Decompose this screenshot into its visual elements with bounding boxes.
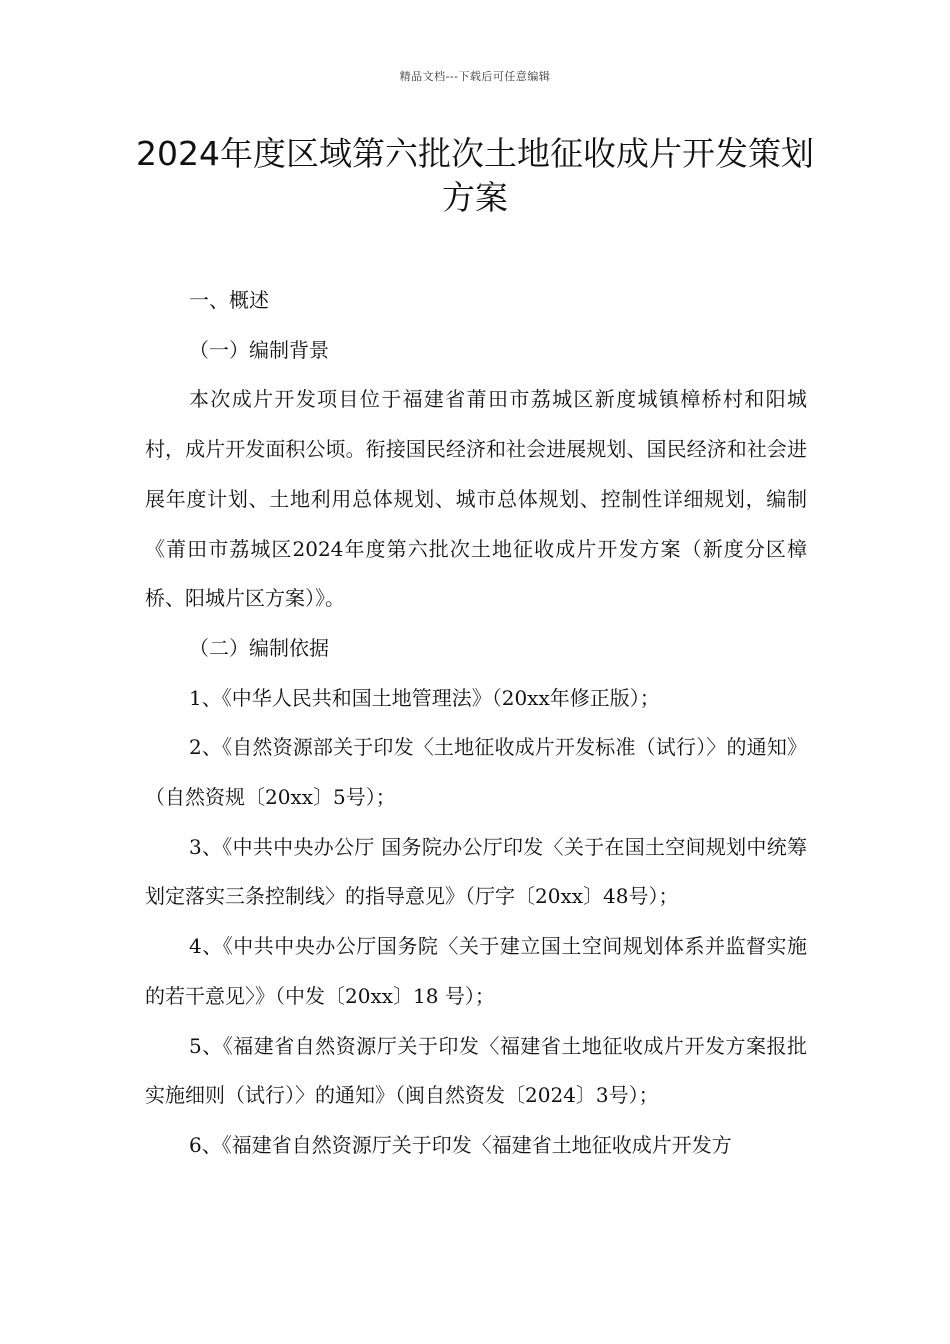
- basis-item-2: 2、《自然资源部关于印发〈土地征收成片开发标准（试行）〉的通知》（自然资规〔20xx〕5号）；: [145, 735, 807, 810]
- subsection-heading-basis: （二）编制依据: [189, 635, 329, 660]
- basis-item-3: 3、《中共中央办公厅 国务院办公厅印发〈关于在国土空间规划中统筹划定落实三条控制线〉的指导意见》（厅字〔20xx〕48号）；: [145, 834, 807, 909]
- document-body: [145, 276, 807, 1171]
- document-title: 2024年度区域第六批次土地征收成片开发策划方案: [136, 134, 814, 217]
- basis-item-1: 1、《中华人民共和国土地管理法》（20xx年修正版）；: [189, 685, 660, 710]
- subsection-heading-background: （一）编制背景: [189, 337, 329, 362]
- paragraph-background: 本次成片开发项目位于福建省莆田市荔城区新度城镇樟桥村和阳城村，成片开发面积公顷。衔接国民经济和社会进展规划、国民经济和社会进展年度计划、土地利用总体规划、城市总体规划、控制性详细规划，编制《莆田市荔城区2024年度第六批次土地征收成片开发方案（新度分区樟桥、阳城片区方案）》。: [145, 387, 807, 611]
- basis-item-5: 5、《福建省自然资源厅关于印发〈福建省土地征收成片开发方案报批实施细则（试行）〉的通知》（闽自然资发〔2024〕3号）；: [145, 1033, 807, 1108]
- header-note: 精品文档---下载后可任意编辑: [399, 70, 551, 83]
- basis-item-4: 4、《中共中央办公厅国务院〈关于建立国土空间规划体系并监督实施的若干意见〉》（中发〔20xx〕18 号）；: [145, 934, 807, 1008]
- basis-item-6: 6、《福建省自然资源厅关于印发〈福建省土地征收成片开发方: [189, 1132, 732, 1157]
- section-heading-overview: 一、概述: [189, 288, 269, 312]
